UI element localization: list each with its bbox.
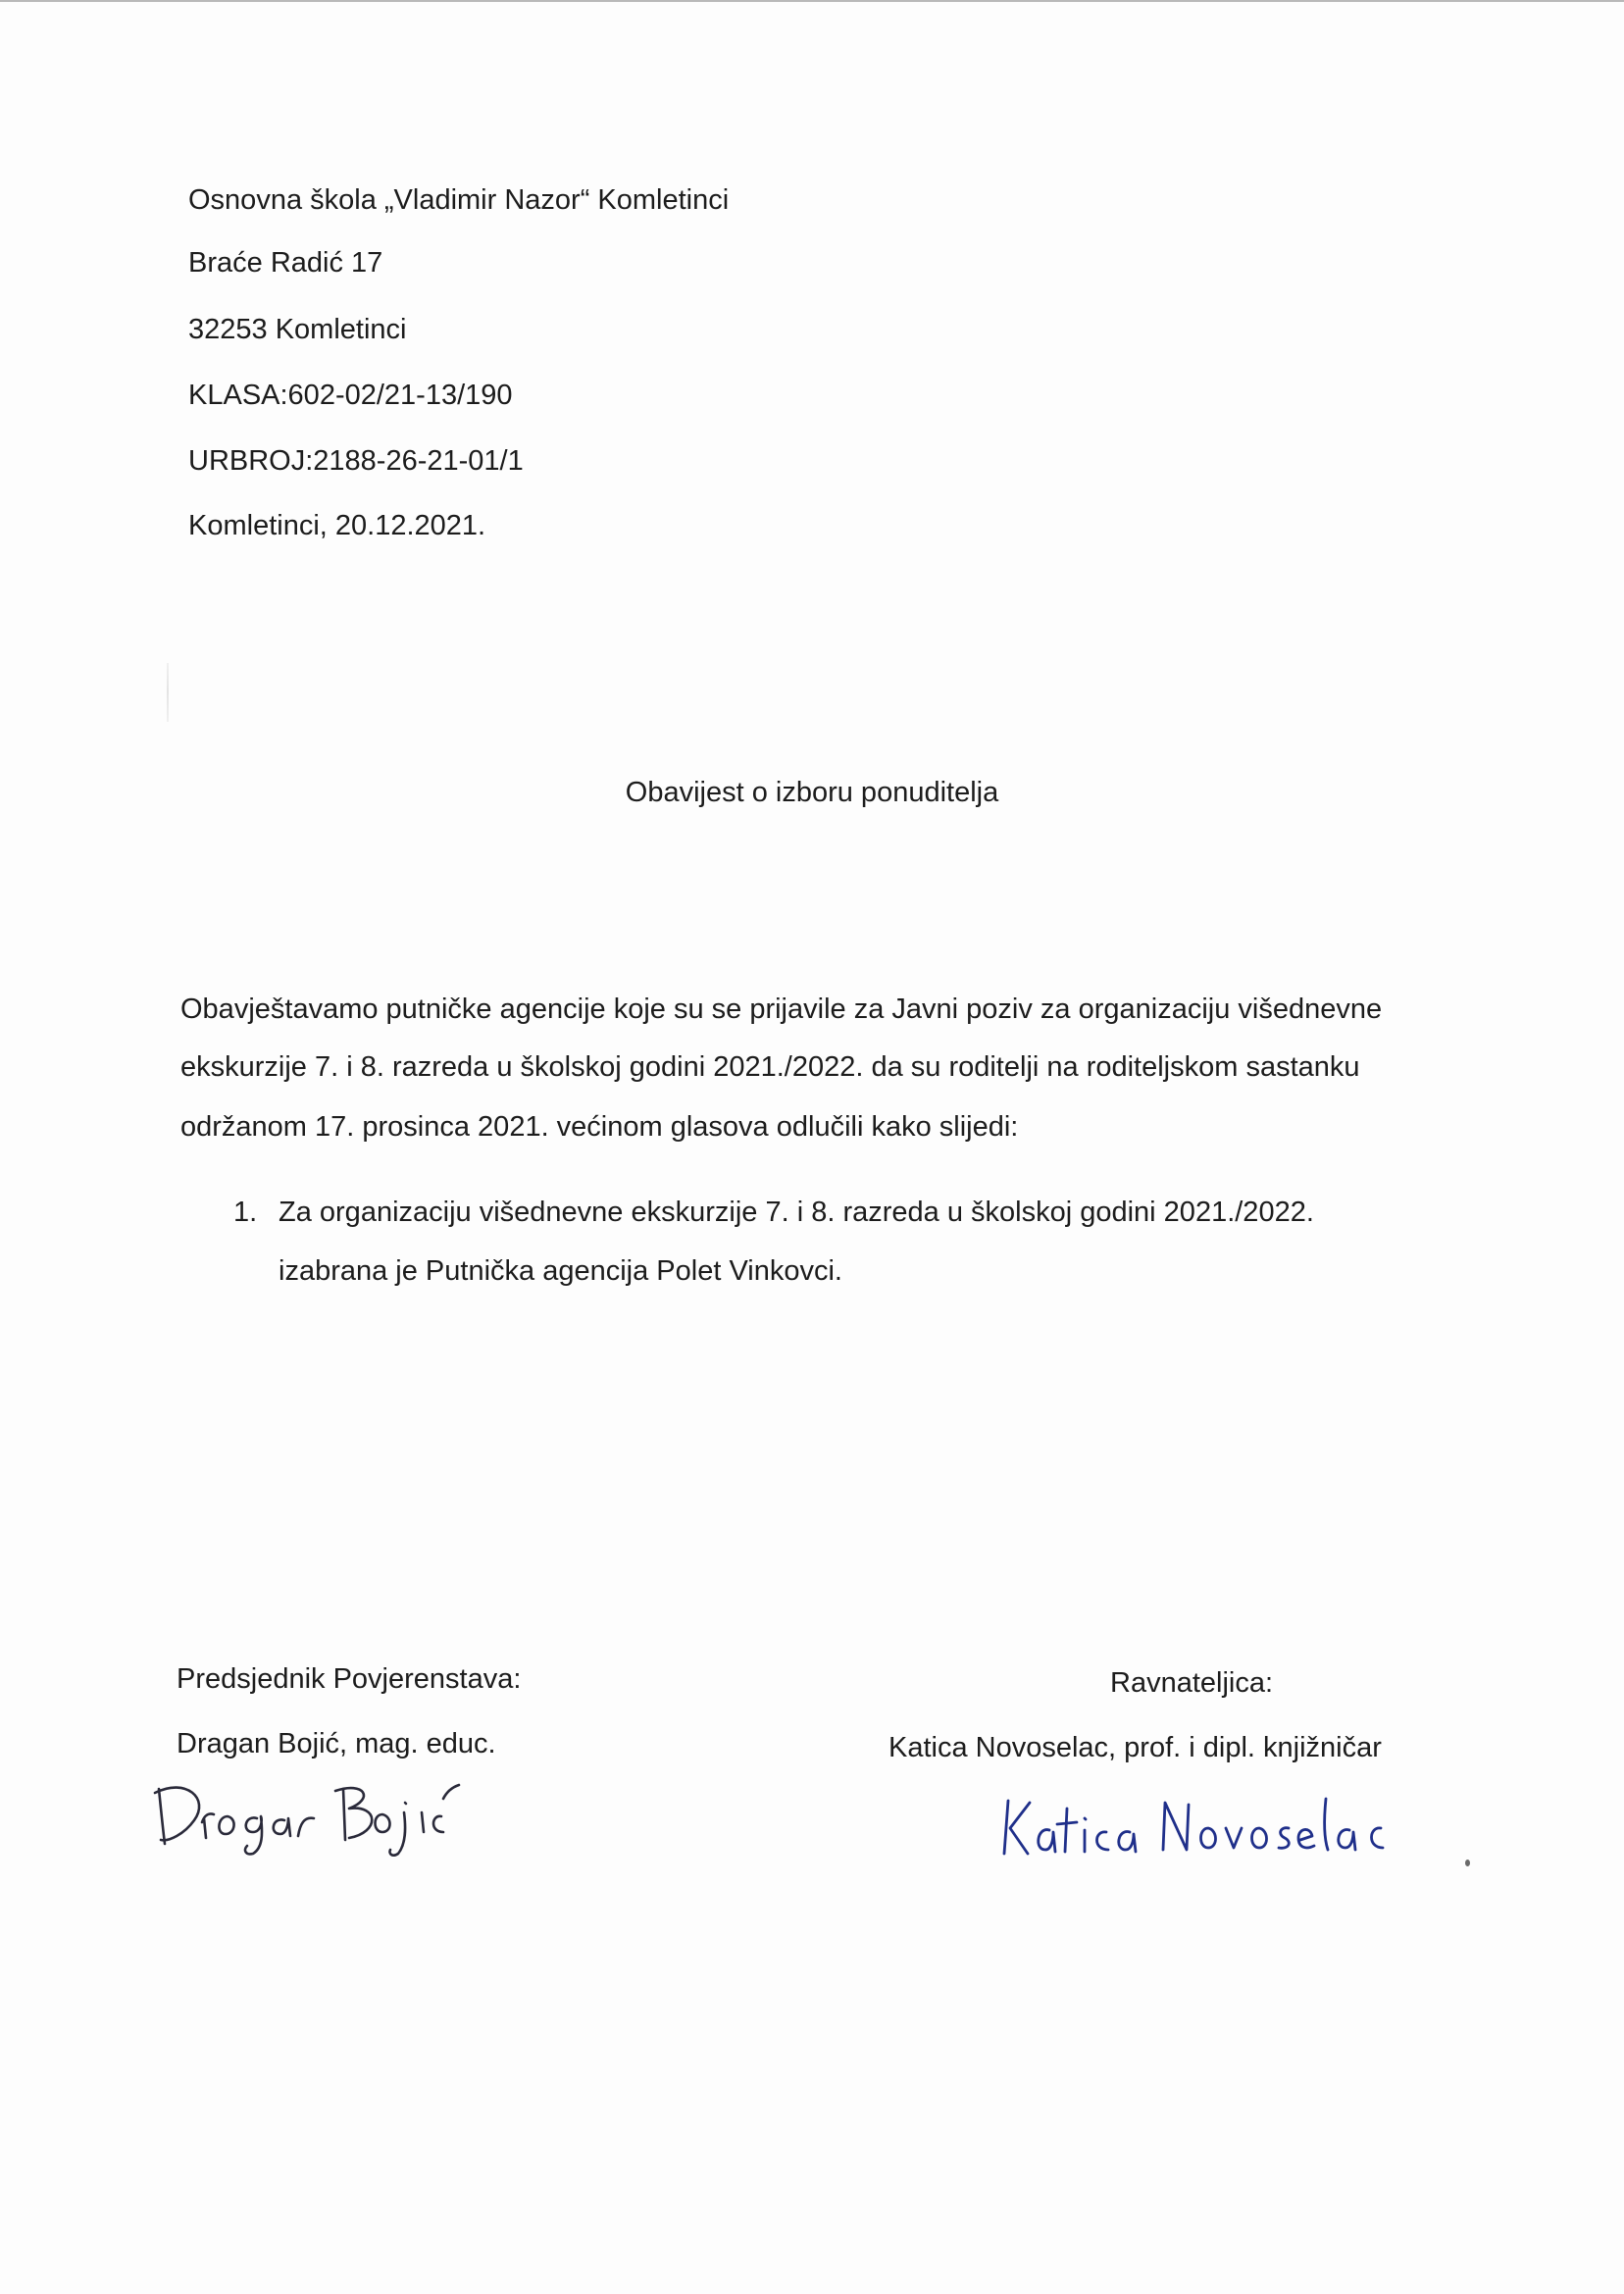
signatory-role-left: Predsjednik Povjerenstava: (177, 1663, 522, 1695)
signatory-name-right: Katica Novoselac, prof. i dipl. knjižničar (888, 1732, 1382, 1763)
scan-speck (1465, 1860, 1470, 1866)
urbroj-number: URBROJ:2188-26-21-01/1 (188, 445, 524, 477)
scan-top-edge (0, 0, 1624, 2)
school-name: Osnovna škola „Vladimir Nazor“ Komletinci (188, 184, 730, 216)
body-line-2: ekskurzije 7. i 8. razreda u školskoj godini 2021./2022. da su roditelji na roditeljskom sastanku (180, 1051, 1360, 1083)
signatory-role-right: Ravnateljica: (1110, 1667, 1274, 1699)
document-title: Obavijest o izboru ponuditelja (625, 777, 999, 808)
list-item-number: 1. (233, 1197, 258, 1228)
scan-artifact (167, 663, 169, 722)
signatory-name-left: Dragan Bojić, mag. educ. (177, 1728, 496, 1759)
school-street: Braće Radić 17 (188, 247, 383, 279)
klasa-number: KLASA:602-02/21-13/190 (188, 380, 513, 411)
list-item-line-2: izabrana je Putnička agencija Polet Vinkovci. (279, 1255, 842, 1287)
place-date: Komletinci, 20.12.2021. (188, 510, 486, 541)
list-item-line-1: Za organizaciju višednevne ekskurzije 7. i 8. razreda u školskoj godini 2021./2022. (279, 1197, 1314, 1228)
body-line-3: održanom 17. prosinca 2021. većinom glasova odlučili kako slijedi: (180, 1111, 1019, 1143)
school-city: 32253 Komletinci (188, 314, 407, 345)
handwritten-signature-left (147, 1759, 481, 1858)
body-line-1: Obavještavamo putničke agencije koje su se prijavile za Javni poziv za organizaciju višednevne (180, 994, 1383, 1025)
handwritten-signature-right (994, 1779, 1387, 1867)
